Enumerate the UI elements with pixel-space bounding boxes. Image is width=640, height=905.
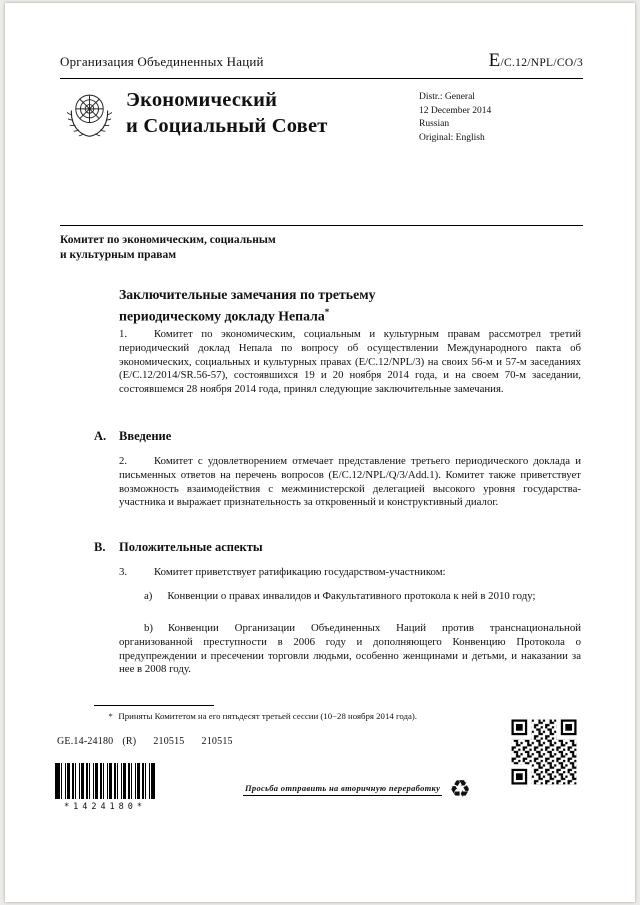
footnote-marker-ref: *	[324, 306, 330, 317]
committee-name-line2: и культурным правам	[60, 248, 177, 261]
section-letter: B.	[94, 540, 106, 554]
document-title-line2	[119, 304, 376, 325]
paragraph-text: Комитет по экономическим, социальным и культурным правам рассмотрел третий периодический доклад Непала по вопросу об осуществлении Международного пакта об экономических, социальных и культурных правах (E/C.12/NPL/3) на своих 56-м и 57-м заседаниях (E/C.12/2014/SR.56-57), состоявшихся 19 и 20 ноября 2014 года, и на своем 70-м заседании, состоявшемся 28 ноября 2014 года, принял следующие заключительные замечания.	[119, 328, 581, 396]
list-item-label: b)	[144, 622, 153, 634]
ge-number-line	[57, 736, 233, 747]
document-title	[119, 286, 376, 325]
paragraph-text: Комитет приветствует ратификацию государством-участником:	[154, 566, 446, 578]
doc-symbol-number: /C.12/NPL/CO/3	[500, 57, 583, 69]
committee-name-line1: Комитет по экономическим, социальным	[60, 234, 276, 246]
footnote-rule	[94, 705, 214, 706]
footnote-marker: *	[108, 711, 113, 721]
paragraph-number: 3.	[119, 566, 128, 578]
distribution-block	[419, 91, 491, 145]
org-name: Организация Объединенных Наций	[60, 54, 264, 69]
paragraph-number: 1.	[119, 328, 128, 340]
doc-symbol	[489, 50, 583, 72]
list-item-b	[119, 622, 581, 677]
paragraph-1	[119, 328, 581, 397]
paragraph-text: Комитет с удовлетворением отмечает представление третьего периодического доклада и письменных ответов на перечень вопросов (E/C.12/NPL/Q/3/Add.1). Комитет также приветствует возможность взаимодействия с межминистерской делегацией высокого уровня государства-участника и выражает признательность за откровенный и конструктивный диалог.	[119, 455, 581, 509]
barcode-text: *1424180*	[63, 802, 147, 812]
recycle-note	[243, 777, 471, 801]
recycle-icon: ♻	[449, 775, 471, 803]
distr-date: 12 December 2014	[419, 105, 492, 116]
list-item-text: Конвенции о правах инвалидов и Факультативного протокола к ней в 2010 году;	[167, 590, 536, 602]
section-b-heading	[94, 540, 263, 555]
list-item-text: Конвенции Организации Объединенных Наций против транснациональной организованной преступности в 2006 году и дополняющего Конвенцию Протокола о предупреждении и пресечении торговли людьми, особенно женщинами и детьми, и наказании за нее в 2008 году.	[119, 622, 581, 676]
section-title: Положительные аспекты	[119, 540, 263, 554]
un-emblem-icon	[62, 85, 117, 143]
council-title-line1: Экономический	[126, 89, 278, 111]
ge-number: GE.14-24180	[57, 736, 114, 747]
list-item-label: a)	[144, 590, 153, 602]
list-item-a	[119, 590, 581, 604]
distr-general: Distr.: General	[419, 92, 475, 102]
issue-code-1: 210515	[153, 736, 185, 747]
paragraph-2	[119, 455, 581, 510]
barcode	[55, 763, 155, 799]
document-title-line1: Заключительные замечания по третьему	[119, 287, 376, 302]
council-title	[126, 87, 328, 139]
section-a-heading	[94, 429, 171, 444]
council-title-line2: и Социальный Совет	[126, 115, 328, 137]
language-code: (R)	[122, 736, 137, 747]
issue-code-2: 210515	[201, 736, 233, 747]
qr-code	[507, 715, 581, 789]
distr-language: Russian	[419, 119, 450, 129]
document-title-line2-text: периодическому докладу Непала	[119, 308, 325, 324]
footnote	[94, 711, 558, 722]
distr-original: Original: English	[419, 132, 485, 143]
document-page	[5, 3, 635, 902]
recycle-text: Просьба отправить на вторичную переработку	[243, 783, 442, 796]
section-title: Введение	[119, 429, 172, 443]
paragraph-3	[119, 566, 581, 580]
un-header	[60, 50, 583, 79]
section-letter: A.	[94, 429, 107, 443]
paragraph-number: 2.	[119, 455, 128, 467]
footnote-text: Приняты Комитетом на его пятьдесят третьей сессии (10−28 ноября 2014 года).	[118, 711, 417, 721]
divider-line	[60, 225, 583, 226]
committee-name	[60, 233, 276, 262]
doc-symbol-series: E	[488, 50, 501, 71]
